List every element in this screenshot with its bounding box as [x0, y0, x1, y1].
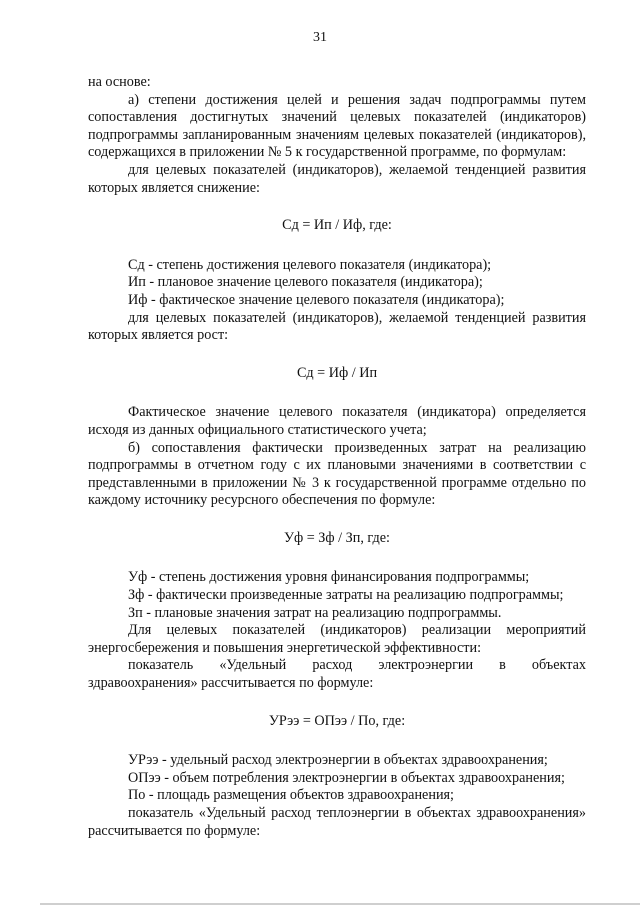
definition-line: Ип - плановое значение целевого показателя (индикатора); [128, 274, 483, 291]
definition-line: Зф - фактически произведенные затраты на реализацию подпрограммы; [128, 587, 564, 604]
paragraph: а) степени достижения целей и решения задач подпрограммы путем сопоставления достигнутых значений целевых показателей (индикаторов) подпрограммы запланированным значениям целевых показателей (индикаторов), содержащихся в приложении № 5 к государственной программе, по формулам: [88, 91, 586, 161]
definition-line: По - площадь размещения объектов здравоохранения; [128, 787, 454, 804]
paragraph: для целевых показателей (индикаторов), желаемой тенденцией развития которых является снижение: [88, 161, 586, 196]
paragraph: показатель «Удельный расход электроэнергии в объектах здравоохранения» рассчитывается по формуле: [88, 657, 586, 692]
formula: Уф = Зф / Зп, где: [283, 529, 391, 546]
paragraph: б) сопоставления фактически произведенных затрат на реализацию подпрограммы в отчетном году с их плановыми значениями в соответствии с представленными в приложении № 3 к государственной программе отдельно по каждому источнику ресурсного обеспечения по формуле: [88, 439, 586, 509]
definition-line: ОПээ - объем потребления электроэнергии в объектах здравоохранения; [128, 769, 565, 786]
paragraph: показатель «Удельный расход теплоэнергии в объектах здравоохранения» рассчитывается по формуле: [88, 805, 586, 839]
definition-line: Зп - плановые значения затрат на реализацию подпрограммы. [128, 604, 502, 621]
paragraph: Для целевых показателей (индикаторов) реализации мероприятий энергосбережения и повышения энергетической эффективности: [88, 622, 586, 656]
document-body [88, 74, 586, 840]
page-number: 31 [313, 30, 327, 45]
definition-line: Иф - фактическое значение целевого показателя (индикатора); [128, 291, 505, 308]
formula: Сд = Иф / Ип [296, 364, 378, 381]
paragraph: для целевых показателей (индикаторов), желаемой тенденцией развития которых является рост: [88, 309, 586, 344]
definition-line: Уф - степень достижения уровня финансирования подпрограммы; [128, 569, 530, 586]
paragraph: Фактическое значение целевого показателя (индикатора) определяется исходя из данных официального статистического учета; [88, 404, 586, 438]
definition-line: Сд - степень достижения целевого показателя (индикатора); [128, 256, 492, 273]
definition-line: УРээ - удельный расход электроэнергии в объектах здравоохранения; [128, 752, 548, 769]
formula: Сд = Ип / Иф, где: [282, 217, 392, 234]
paragraph: на основе: [88, 74, 151, 90]
formula: УРээ = ОПээ / По, где: [268, 712, 406, 729]
